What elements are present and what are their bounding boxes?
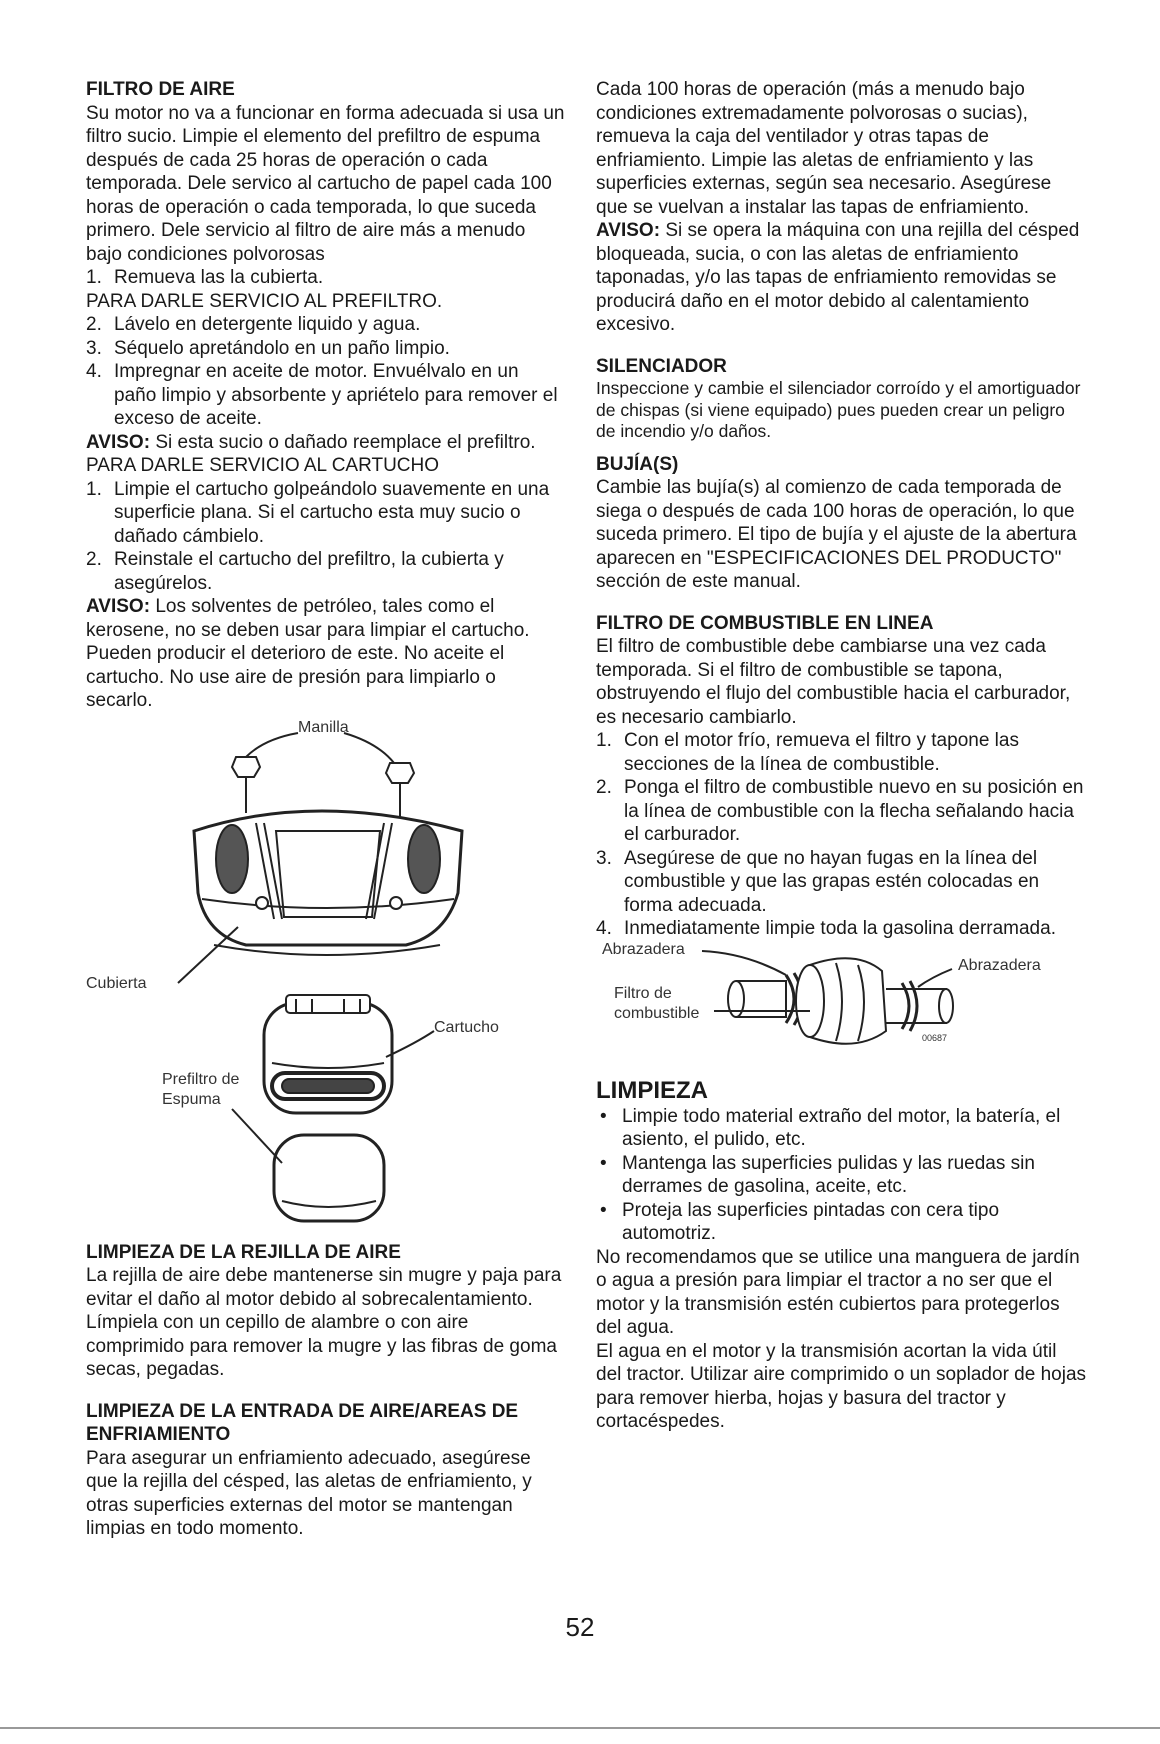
aviso-prefiltro bbox=[86, 431, 566, 455]
step-text: Reinstale el cartucho del prefiltro, la cubierta y asegúrelos. bbox=[114, 549, 504, 594]
cartucho-steps bbox=[86, 478, 566, 596]
bujia-text: Cambie las bujía(s) al comienzo de cada temporada de siega o después de cada 100 horas de operación, lo que suceda primero. El tipo de bujía y el ajuste de la abertura aparecen en "ESPECIFICACIONES DEL PRODUCTO" sección de este manual. bbox=[596, 477, 1077, 592]
silenciador-text: Inspeccione y cambie el silenciador corroído y el amortiguador de chispas (si viene equipado) pues pueden crear un peligro de incendio y/o daños. bbox=[596, 378, 1081, 441]
step-text: Inmediatamente limpie toda la gasolina derramada. bbox=[624, 918, 1056, 939]
filtro-label-line1: Filtro de bbox=[614, 984, 672, 1002]
air-filter-illustration bbox=[86, 713, 566, 1223]
rejilla-title: LIMPIEZA DE LA REJILLA DE AIRE bbox=[86, 1241, 401, 1263]
aviso-label: AVISO: bbox=[86, 431, 151, 453]
entrada-title: LIMPIEZA DE LA ENTRADA DE AIRE/AREAS DE ENFRIAMIENTO bbox=[86, 1400, 519, 1445]
step-item bbox=[596, 847, 1086, 918]
step-text: Ponga el filtro de combustible nuevo en su posición en la línea de combustible con la flecha señalando hacia el carburador. bbox=[624, 777, 1084, 845]
abrazadera-left-label: Abrazadera bbox=[602, 940, 685, 958]
cubierta-label: Cubierta bbox=[86, 974, 147, 992]
step-text: Asegúrese de que no hayan fugas en la línea del combustible y que las grapas estén colocadas en forma adecuada. bbox=[624, 847, 1040, 916]
filtro-label-line2: combustible bbox=[614, 1004, 700, 1022]
step-number: 4. bbox=[86, 361, 102, 382]
aviso-text: Los solventes de petróleo, tales como el kerosene, no se deben usar para limpiar el cartucho. Pueden producir el deterioro de este. No aceite el cartucho. No use aire de presión para limpiarlo o secarlo. bbox=[86, 596, 530, 711]
limpieza-title: LIMPIEZA bbox=[596, 1076, 708, 1104]
step-number: 2. bbox=[86, 549, 102, 570]
silenciador-title: SILENCIADOR bbox=[596, 355, 727, 377]
bullet-text: Proteja las superficies pintadas con cera tipo automotriz. bbox=[622, 1199, 1000, 1244]
prefiltro-label-line1: Prefiltro de bbox=[162, 1070, 240, 1088]
step-text: Con el motor frío, remueva el filtro y tapone las secciones de la línea de combustible. bbox=[624, 730, 1019, 775]
limpieza-bullets bbox=[596, 1105, 1086, 1246]
rejilla-text: La rejilla de aire debe mantenerse sin mugre y paja para evitar el daño al motor debido al sobrecalentamiento. Límpiela con un cepillo de alambre o con aire comprimido para remover la mugre y las fibras de goma secas, pegadas. bbox=[86, 1265, 562, 1380]
step-item bbox=[86, 478, 566, 549]
aviso-text: Si se opera la máquina con una rejilla del césped bloqueada, sucia, o con las aletas de enfriamiento taponadas, y/o las tapas de enfriamiento removidas se producirá daño en el motor debido al calentamiento excesivo. bbox=[596, 220, 1080, 335]
filtro-combustible-title: FILTRO DE COMBUSTIBLE EN LINEA bbox=[596, 612, 934, 634]
prefiltro-label-line2: Espuma bbox=[162, 1090, 221, 1108]
step-number: 3. bbox=[86, 337, 102, 359]
aviso-label: AVISO: bbox=[596, 220, 661, 241]
prefiltro-steps bbox=[86, 313, 566, 431]
step-item bbox=[86, 548, 566, 595]
left-column bbox=[86, 78, 566, 1541]
step-text: Limpie el cartucho golpeándolo suavemente en una superficie plana. Si el cartucho esta muy sucio o dañado cámbielo. bbox=[114, 478, 550, 547]
step-text: Remueva las la cubierta. bbox=[114, 267, 324, 288]
step-text: Lávelo en detergente liquido y agua. bbox=[114, 314, 421, 335]
list-item bbox=[596, 1152, 1086, 1199]
right-column bbox=[596, 78, 1086, 1434]
bujia-title: BUJÍA(S) bbox=[596, 453, 679, 475]
air-filter-figure bbox=[86, 713, 566, 1223]
cada100-text: Cada 100 horas de operación (más a menudo bajo condiciones extremadamente polvorosas o sucias), remueva la caja del ventilador y otras tapas de enfriamiento. Limpie las aletas de enfriamiento y las superficies externas, según sea necesario. Asegúrese que se vuelvan a instalar las tapas de enfriamiento. bbox=[596, 79, 1052, 218]
bullet-icon: • bbox=[600, 1105, 607, 1127]
aviso-text: Si esta sucio o dañado reemplace el prefiltro. bbox=[150, 431, 536, 453]
aviso-label: AVISO: bbox=[86, 596, 151, 617]
filtro-combustible-steps bbox=[596, 729, 1086, 941]
step-item bbox=[86, 337, 566, 361]
step-item bbox=[596, 917, 1086, 941]
cartucho-label: Cartucho bbox=[434, 1018, 499, 1036]
remueva-step bbox=[86, 266, 566, 290]
list-item bbox=[596, 1199, 1086, 1246]
cartucho-heading: PARA DARLE SERVICIO AL CARTUCHO bbox=[86, 455, 440, 476]
abrazadera-right-label: Abrazadera bbox=[958, 956, 1041, 974]
aviso-calentamiento bbox=[596, 219, 1086, 337]
page-number: 52 bbox=[565, 1612, 595, 1642]
step-text: Impregnar en aceite de motor. Envuélvalo en un paño limpio y absorbente y apriételo para remover el exceso de aceite. bbox=[114, 361, 558, 429]
bullet-text: Mantenga las superficies pulidas y las ruedas sin derrames de gasolina, aceite, etc. bbox=[622, 1152, 1035, 1197]
entrada-text: Para asegurar un enfriamiento adecuado, asegúrese que la rejilla del césped, las aletas de enfriamiento, y otras superficies externas del motor se mantengan limpias en todo momento. bbox=[86, 1447, 532, 1539]
part-code: 00687 bbox=[922, 1032, 948, 1043]
filtro-combustible-text: El filtro de combustible debe cambiarse una vez cada temporada. Si el filtro de combustible se tapona, obstruyendo el flujo del combustible hacia el carburador, es necesario cambiarlo. bbox=[596, 636, 1071, 728]
limpieza-text-1: No recomendamos que se utilice una manguera de jardín o agua a presión para limpiar el tractor a no ser que el motor y la transmisión estén cubiertos para protegerlos del agua. bbox=[596, 1246, 1080, 1338]
bullet-icon: • bbox=[600, 1199, 607, 1221]
step-number: 2. bbox=[596, 777, 612, 798]
step-number: 3. bbox=[596, 847, 612, 869]
filtro-aire-intro: Su motor no va a funcionar en forma adecuada si usa un filtro sucio. Limpie el elemento del prefiltro de espuma después de cada 25 horas de operación o cada temporada. Dele servico al cartucho de papel cada 100 horas de operación o cada temporada, lo que suceda primero. Dele servicio al filtro de aire más a menudo bajo condiciones polvorosas bbox=[86, 102, 565, 265]
step-number: 1. bbox=[86, 478, 102, 500]
step-number: 2. bbox=[86, 314, 102, 335]
step-item bbox=[596, 729, 1086, 776]
prefiltro-heading: PARA DARLE SERVICIO AL PREFILTRO. bbox=[86, 290, 443, 312]
step-item bbox=[86, 313, 566, 337]
aviso-cartucho bbox=[86, 595, 566, 713]
filtro-aire-title: FILTRO DE AIRE bbox=[86, 79, 235, 100]
bullet-icon: • bbox=[600, 1152, 607, 1174]
step-number: 1. bbox=[86, 267, 102, 288]
fuel-filter-figure bbox=[596, 941, 1066, 1059]
bottom-divider bbox=[0, 1727, 1160, 1729]
step-item bbox=[596, 776, 1086, 847]
step-item bbox=[86, 266, 566, 290]
bullet-text: Limpie todo material extraño del motor, la batería, el asiento, el pulido, etc. bbox=[622, 1105, 1061, 1150]
step-number: 1. bbox=[596, 730, 612, 751]
step-item bbox=[86, 360, 566, 431]
step-number: 4. bbox=[596, 918, 612, 939]
step-text: Séquelo apretándolo en un paño limpio. bbox=[114, 337, 450, 359]
list-item bbox=[596, 1105, 1086, 1152]
limpieza-text-2: El agua en el motor y la transmisión acortan la vida útil del tractor. Utilizar aire comprimido o un soplador de hojas para remover hierba, hojas y basura del tractor y cortacéspedes. bbox=[596, 1340, 1087, 1432]
manilla-label: Manilla bbox=[298, 718, 349, 736]
